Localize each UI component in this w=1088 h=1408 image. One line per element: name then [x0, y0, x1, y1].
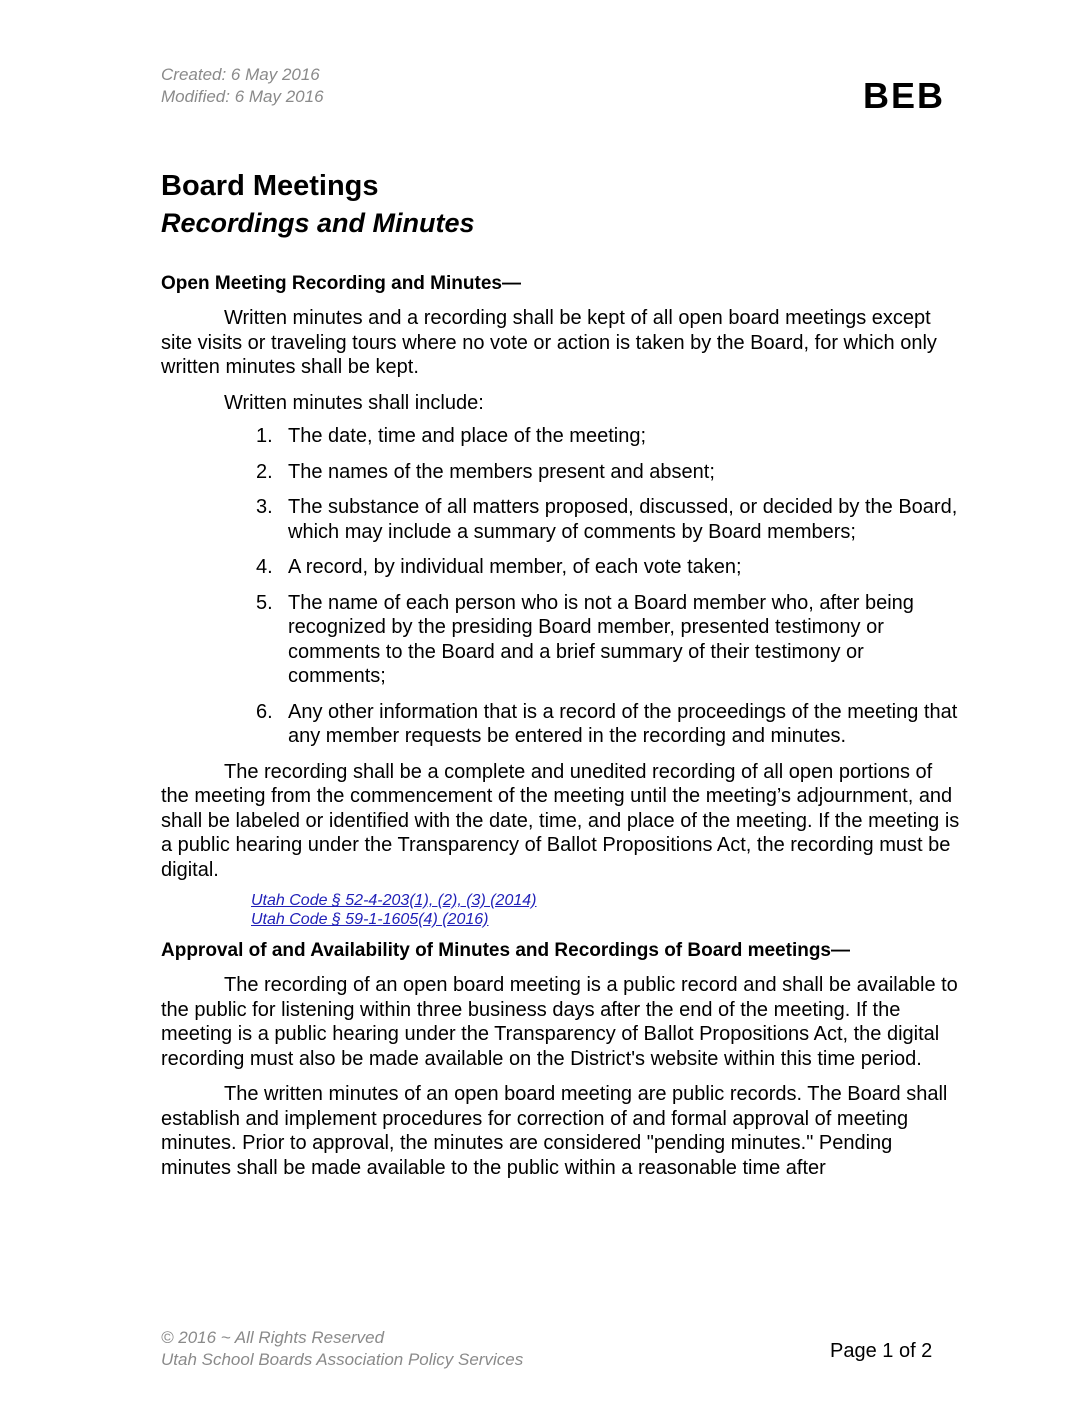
- paragraph: The recording shall be a complete and unedited recording of all open portions of the meeting from the commencement of the meeting until the meeting’s adjournment, and shall be labeled or identified with the date, time, and place of the meeting. If the meeting is a public hearing under the Transparency of Ballot Propositions Act, the recording must be digital.: [161, 760, 960, 881]
- list-item: [161, 495, 961, 544]
- list-item-text: The names of the members present and absent;: [288, 460, 715, 483]
- paragraph: The written minutes of an open board meeting are public records. The Board shall establish and implement procedures for correction of and formal approval of meeting minutes. Prior to approval, the minutes are considered "pending minutes." Pending minutes shall be made available to the public within a reasonable time after: [161, 1083, 948, 1179]
- footer-credits: [161, 1327, 523, 1371]
- list-number: 3.: [256, 496, 273, 518]
- paragraph: Written minutes and a recording shall be kept of all open board meetings except site visits or traveling tours where no vote or action is taken by the Board, for which only written minutes shall be kept.: [161, 307, 937, 378]
- list-number: 4.: [256, 556, 273, 578]
- list-item: [161, 591, 961, 689]
- created-date: Created: 6 May 2016: [161, 65, 320, 84]
- document-body: [161, 270, 961, 1191]
- minutes-requirements-list: [161, 424, 961, 749]
- list-number: 6.: [256, 700, 273, 723]
- page-title: Board Meetings: [161, 170, 379, 202]
- policy-code: BEB: [863, 75, 946, 116]
- list-item-text: The date, time and place of the meeting;: [288, 425, 646, 447]
- section-heading-approval: Approval of and Availability of Minutes and Recordings of Board meetings—: [161, 940, 851, 961]
- list-item-text: A record, by individual member, of each vote taken;: [288, 556, 742, 578]
- list-item-text: Any other information that is a record of the proceedings of the meeting that any member requests be entered in the recording and minutes.: [288, 700, 958, 747]
- page-subtitle: Recordings and Minutes: [161, 208, 475, 238]
- list-number: 5.: [256, 591, 273, 614]
- modified-date: Modified: 6 May 2016: [161, 87, 324, 106]
- list-item: [161, 460, 961, 485]
- list-item-text: The name of each person who is not a Board member who, after being recognized by the presiding Board member, presented testimony or comments to the Board and a brief summary of their testimony or comments;: [288, 591, 914, 687]
- list-number: 2.: [256, 460, 273, 483]
- document-meta: [161, 64, 324, 108]
- list-item: [161, 700, 961, 749]
- organization-name: Utah School Boards Association Policy Services: [161, 1350, 524, 1369]
- list-item: [161, 555, 961, 580]
- citation-link[interactable]: Utah Code § 59-1-1605(4) (2016): [251, 911, 489, 928]
- paragraph: Written minutes shall include:: [224, 391, 484, 414]
- paragraph: The recording of an open board meeting is a public record and shall be available to the public for listening within three business days after the end of the meeting. If the meeting is a public hearing under the Transparency of Ballot Propositions Act, the digital recording must also be made available on the District's website within this time period.: [161, 974, 958, 1070]
- citation-link[interactable]: Utah Code § 52-4-203(1), (2), (3) (2014): [251, 892, 537, 909]
- page-number: Page 1 of 2: [830, 1340, 933, 1362]
- list-number: 1.: [256, 425, 273, 447]
- list-item: [161, 424, 961, 449]
- citations: [251, 891, 961, 929]
- list-item-text: The substance of all matters proposed, discussed, or decided by the Board, which may include a summary of comments by Board members;: [288, 496, 958, 543]
- section-heading-open-meeting: Open Meeting Recording and Minutes—: [161, 273, 521, 294]
- copyright-text: © 2016 ~ All Rights Reserved: [161, 1328, 385, 1347]
